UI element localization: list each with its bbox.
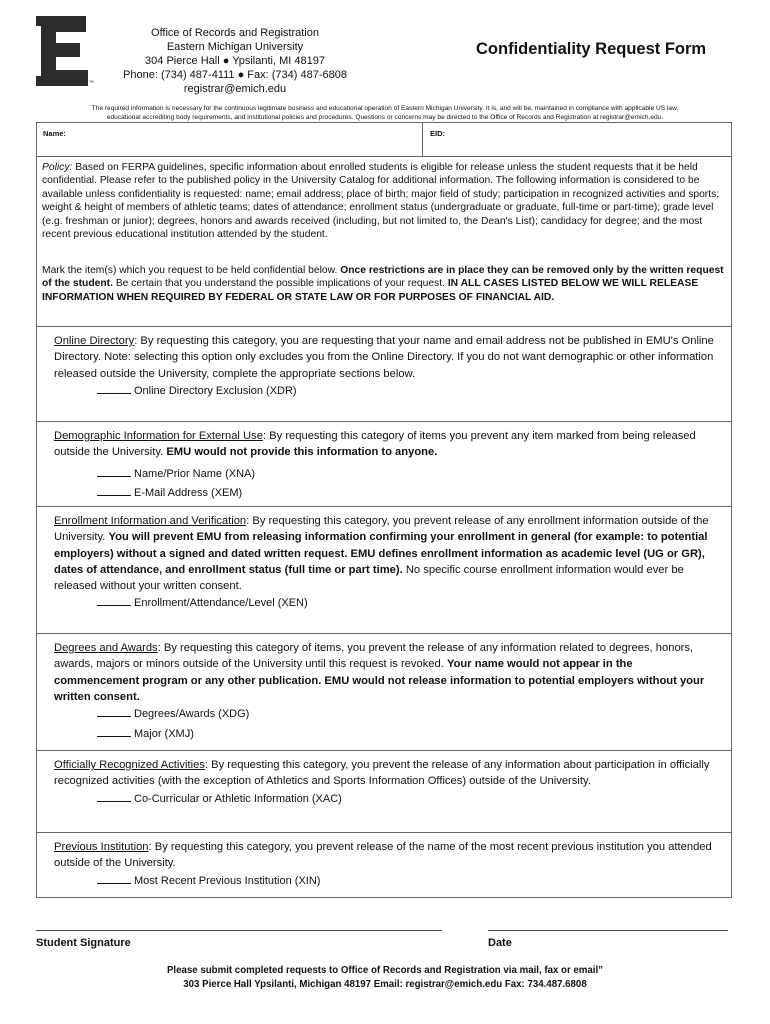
activities-title: Officially Recognized Activities — [54, 759, 205, 771]
option-label: Degrees/Awards (XDG) — [134, 708, 250, 721]
footer-line-2: 303 Pierce Hall Ypsilanti, Michigan 48197 Email: registrar@emich.edu Fax: 734.487.6808 — [183, 978, 587, 990]
name-eid-row — [37, 123, 731, 157]
checkbox-blank[interactable] — [97, 384, 131, 394]
date-label: Date — [488, 937, 512, 949]
option-xna[interactable] — [97, 465, 731, 485]
mark-bold-1: Once restrictions are in place they can be removed only by the written request of the student. — [42, 265, 724, 290]
form-title: Confidentiality Request Form — [476, 40, 707, 58]
policy-text: Based on FERPA guidelines, specific information about enrolled students is eligible for release unless the student requests that it be held confidential. Please refer to the published policy in the University Catalog for additional information. The following information is considered to be available unless confidentiality is requested: name; email address; place of birth; major field of study; participation in recognized activities and sports; weight & height of members of athletic teams; dates of attendance; enrollment status (undergraduate or graduate, full-time or part-time); grade level (e.g. freshman or junior); degrees, honors and awards received (including, but not limited to, the Dean's List); candidacy for degree; and the most recent previous educational institution attended by the student. — [42, 162, 720, 241]
signature-label: Student Signature — [36, 937, 131, 949]
notice-line-2: educational accrediting body requirements, and institutional policies and procedures. Questions or concerns may be directed to the Office of Records and Registration at registrar@emich.edu. — [106, 114, 664, 121]
enrollment-desc: : By requesting this category, you prevent release of any enrollment information outside of the University. — [54, 515, 709, 544]
option-label: Major (XMJ) — [134, 727, 194, 740]
mark-text-1: Mark the item(s) which you request to be held confidential below. — [42, 265, 338, 276]
online-directory-text — [54, 333, 714, 382]
option-xen[interactable] — [97, 594, 731, 614]
mark-bold-2: IN ALL CASES LISTED BELOW WE WILL RELEASE INFORMATION WHEN REQUIRED BY FEDERAL OR STATE LAW OR FOR PURPOSES OF FINANCIAL AID. — [42, 278, 699, 303]
section-degrees — [37, 633, 731, 751]
option-xdg[interactable] — [97, 705, 731, 725]
checkbox-blank[interactable] — [97, 707, 131, 717]
policy-paragraph — [42, 161, 726, 241]
logo-trademark: ™ — [89, 80, 94, 86]
form-frame — [36, 122, 732, 898]
university-name: Eastern Michigan University — [166, 41, 304, 53]
option-xmj[interactable] — [97, 725, 731, 745]
checkbox-blank[interactable] — [97, 727, 131, 737]
option-label: Most Recent Previous Institution (XIN) — [134, 874, 321, 887]
previous-text — [54, 839, 714, 872]
checkbox-blank[interactable] — [97, 596, 131, 606]
demographic-title: Demographic Information for External Use — [54, 430, 263, 442]
degrees-title: Degrees and Awards — [54, 642, 158, 654]
date-line[interactable] — [488, 930, 728, 931]
notice-line-1: The required information is necessary for the continuous legitimate business and educational operation of Eastern Michigan University. It is, and will be, maintained in compliance with applicable US law, — [91, 105, 679, 112]
signature-line[interactable] — [36, 930, 442, 931]
office-email: registrar@emich.edu — [183, 83, 287, 95]
checkbox-blank[interactable] — [97, 874, 131, 884]
office-address: 304 Pierce Hall ● Ypsilanti, MI 48197 — [145, 55, 325, 67]
checkbox-blank[interactable] — [97, 467, 131, 477]
office-name: Office of Records and Registration — [151, 27, 319, 39]
demographic-bold: EMU would not provide this information to anyone. — [166, 446, 438, 459]
section-demographic — [37, 421, 731, 507]
option-xin[interactable] — [97, 872, 731, 892]
section-previous-institution — [37, 832, 731, 899]
section-online-directory — [37, 326, 731, 422]
checkbox-blank[interactable] — [97, 792, 131, 802]
footer-line-1: Please submit completed requests to Office of Records and Registration via mail, fax or email” — [166, 965, 604, 976]
option-label: Co-Curricular or Athletic Information (XAC) — [134, 792, 342, 805]
degrees-bold: Your name would not appear in the commencement program or any other publication. EMU would not release information to potential employers without your written consent. — [54, 658, 705, 703]
option-label: Enrollment/Attendance/Level (XEN) — [134, 597, 308, 610]
office-address-block — [110, 26, 360, 96]
legal-notice — [38, 104, 732, 122]
activities-text — [54, 757, 714, 790]
name-field-label: Name: — [43, 129, 66, 138]
option-label: Online Directory Exclusion (XDR) — [134, 384, 297, 397]
previous-desc: : By requesting this category, you prevent release of the name of the most recent previous institution you attended outside of the University. — [54, 841, 712, 870]
office-phone-fax: Phone: (734) 487-4111 ● Fax: (734) 487-6808 — [123, 69, 347, 81]
degrees-text — [54, 640, 714, 705]
online-directory-desc: : By requesting this category, you are requesting that your name and email address not be published in EMU's Online Directory. Note: selecting this option only excludes you from the Online Directory. If you do not want demographic or other information released outside the University, complete the appropriate sections below. — [54, 335, 714, 380]
submission-footer — [60, 964, 710, 991]
online-directory-title: Online Directory — [54, 335, 135, 347]
degrees-desc: : By requesting this category of items, you prevent the release of any information related to degrees, honors, awards, majors or minors outside of the University until this request is revoked. — [54, 642, 694, 671]
emu-e-logo-icon — [36, 16, 92, 86]
field-divider — [422, 123, 423, 156]
section-enrollment — [37, 506, 731, 634]
eid-field-label: EID: — [430, 129, 445, 138]
demographic-text — [54, 428, 714, 461]
policy-label: Policy: — [42, 162, 73, 173]
demographic-desc: : By requesting this category of items you prevent any item marked from being released outside the University. — [54, 430, 696, 459]
mark-instructions — [42, 264, 726, 304]
enrollment-bold: You will prevent EMU from releasing information confirming your enrollment in general (for example: to potential employers) without a signed and dated written request. EMU defines enrollment information as academic level (UG or GR), dates of attendance, and enrollment status (full time or part time). — [54, 531, 708, 576]
option-label: Name/Prior Name (XNA) — [134, 467, 256, 480]
enrollment-title: Enrollment Information and Verification — [54, 515, 247, 527]
option-label: E-Mail Address (XEM) — [134, 487, 243, 500]
mark-text-2: Be certain that you understand the possible implications of your request. — [115, 278, 445, 290]
enrollment-text — [54, 513, 714, 594]
option-xac[interactable] — [97, 790, 731, 810]
option-xem[interactable] — [97, 484, 731, 504]
previous-title: Previous Institution — [54, 841, 149, 853]
activities-desc: : By requesting this category, you prevent the release of any information about participation in officially recognized activities (with the exception of Athletics and Sports Information Offices) outside of the University. — [54, 759, 710, 788]
option-xdr[interactable] — [97, 382, 731, 402]
emu-logo — [36, 16, 92, 86]
enrollment-desc-2: No specific course enrollment information would ever be released without your written consent. — [54, 563, 684, 593]
section-activities — [37, 750, 731, 833]
checkbox-blank[interactable] — [97, 486, 131, 496]
